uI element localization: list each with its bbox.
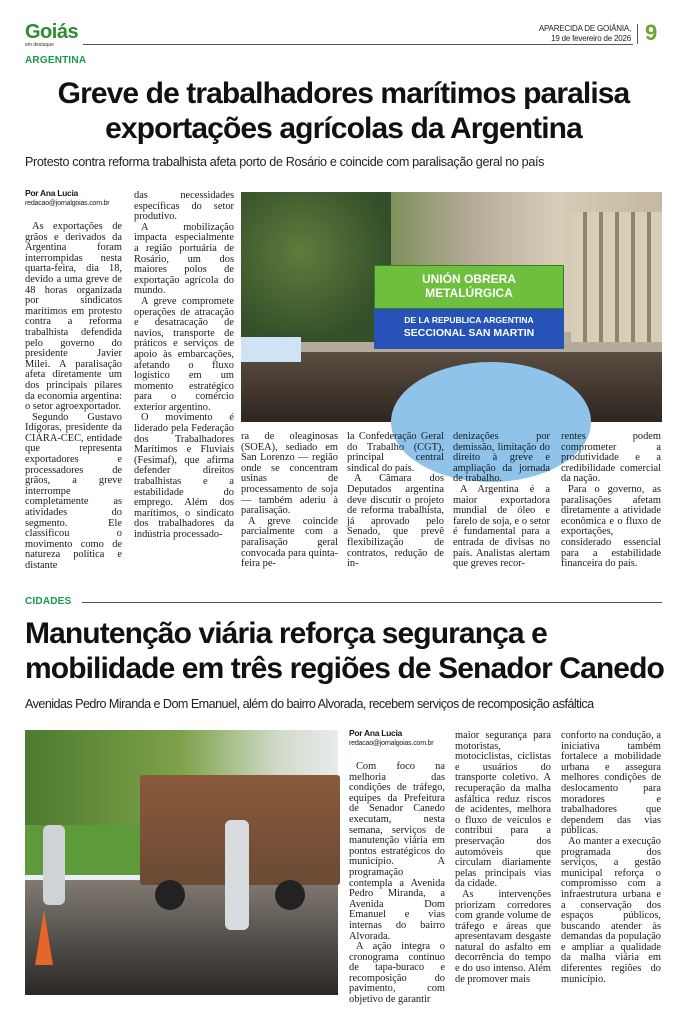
paragraph: O movimento é liderado pela Federação dos Trabalhadores Marítimos e Fluviais (Fesimaf), que afirma defender direitos trabalhistas e a estabilidade do emprego. Além dos marítimos, o sindicato dos trabalhadores da indústria processado- [134, 412, 234, 540]
newspaper-logo [25, 22, 79, 48]
section-label-argentina: ARGENTINA [25, 55, 87, 66]
union-banner-top [374, 265, 564, 309]
byline: Por Ana Lucia [25, 188, 78, 198]
photo-worker [43, 825, 65, 905]
photo-building [571, 212, 662, 342]
article2-column-2 [455, 731, 551, 996]
article2-headline [25, 616, 664, 686]
logo-text: Goiás [25, 21, 79, 43]
article1-column-1 [25, 188, 122, 588]
logo-tagline: em destaque [25, 42, 54, 48]
edition-info [539, 24, 631, 44]
paragraph: As exportações de grãos e derivados da Argentina foram interrompidas nesta quarta-feira, dia 18, devido a uma greve de 48 horas organizada por sindicatos marítimos em protesto contra a reforma trabalhista defendida pelo governo do presidente Javier Milei. A paralisação afeta diretamente um dos principais pilares da economia argentina: o setor agroexportador. [25, 221, 122, 413]
headline-line: Greve de trabalhadores marítimos paralisa [57, 77, 630, 110]
photo-truck-wheel [275, 880, 305, 910]
paragraph: denizações por demissão, limitação do direito à greve e ampliação da jornada de trabalho. [453, 431, 550, 485]
protest-photo [241, 192, 662, 422]
article1-column-5 [453, 432, 550, 588]
banner-text: UNIÓN OBRERA [421, 272, 516, 286]
paragraph: A Argentina é a maior exportadora mundial de óleo e farelo de soja, e o setor é fundamental para a entrada de divisas no país. Analistas alertam que greves recor- [453, 483, 550, 570]
union-banner-bottom [374, 309, 564, 349]
paragraph: Com foco na melhoria das condições de tráfego, equipes da Prefeitura de Senador Canedo executam, nesta semana, serviços de manutenção viária em pontos estratégicos do município. A programação contempla a Avenida Pedro Miranda, a Avenida Dom Emanuel e vias internas do bairro Alvorada. [349, 761, 445, 942]
header-rule [83, 44, 633, 45]
byline: Por Ana Lucia [349, 728, 402, 738]
article2-subtitle: Avenidas Pedro Miranda e Dom Emanuel, além do bairro Alvorada, recebem serviços de recomposição asfáltica [25, 697, 594, 711]
paragraph: ra de oleaginosas (SOEA), sediado em San Lorenzo — região onde se concentram usinas de processamento de soja — também aderiu à paralisação. [241, 431, 338, 517]
paragraph: conforto na condução, a iniciativa também fortalece a mobilidade urbana e assegura melhores condições de deslocamento para moradores e trabalhadores que dependem das vias públicas. [561, 730, 661, 837]
paragraph: A Câmara dos Deputados argentina deve discutir o projeto de reforma trabalhista, já aprovado pelo Senado, que prevê flexibilização de contratos, redução de in- [347, 473, 444, 570]
paragraph: A greve compromete operações de atracação e desatracação de navios, transporte de práticos e serviços de apoio às embarcações, afetando o fluxo logístico em um momento estratégico para o comércio exterior argentino. [134, 295, 234, 413]
banner-text: METALÚRGICA [425, 286, 513, 300]
headline-line: exportações agrícolas da Argentina [105, 112, 582, 145]
edition-city: APARECIDA DE GOIÂNIA, [538, 24, 631, 33]
article1-headline [0, 76, 687, 146]
article2-column-1 [349, 728, 445, 1006]
paragraph: Segundo Gustavo Idígoras, presidente da CIARA-CEC, entidade que representa exportadores e processadores de grãos, a greve interrompe completamente as atividades do segmento. Ele classificou o movimento como de natureza política e distante [25, 411, 122, 571]
article1-column-6 [561, 432, 661, 588]
photo-trees [241, 192, 391, 342]
section-label-cidades: CIDADES [25, 596, 72, 607]
author-email[interactable]: redacao@jornalgoias.com.br [25, 200, 110, 207]
header-divider [637, 24, 638, 44]
photo-flags [241, 337, 301, 362]
paragraph: rentes podem comprometer a produtividade e a credibilidade comercial da nação. [561, 431, 661, 485]
paragraph: A mobilização impacta especialmente a região portuária de Rosário, um dos maiores polos de exportação agrícola do mundo. [134, 221, 234, 297]
article2-column-3 [561, 731, 661, 996]
paragraph: A ação integra o cronograma contínuo de tapa-buraco e recomposição do pavimento, com objetivo de garantir [349, 941, 445, 1006]
photo-worker [225, 820, 249, 930]
article1-column-4 [347, 432, 444, 588]
paragraph: la Confederação Geral do Trabalho (CGT), principal central sindical do país. [347, 431, 444, 474]
edition-date: 19 de fevereiro de 2026 [551, 34, 631, 43]
roadwork-photo [25, 730, 338, 995]
headline-line: Manutenção viária reforça segurança e [25, 617, 547, 650]
article1-column-2 [134, 191, 234, 588]
paragraph: As intervenções priorizam corredores com grande volume de tráfego e áreas que apresentavam desgaste natural do asfalto em decorrência do tempo e do uso intenso. Além de promover mais [455, 888, 551, 985]
photo-traffic-cone [35, 910, 53, 965]
banner-text: SECCIONAL SAN MARTIN [403, 327, 535, 339]
paragraph: Para o governo, as paralisações afetam diretamente a atividade econômica e o fluxo de exportações, considerado essencial para a estabilidade financeira do país. [561, 483, 661, 570]
paragraph: Ao manter a execução programada dos serviços, a gestão municipal reforça o compromisso com a infraestrutura urbana e a conservação dos espaços públicos, buscando atender às demandas da população e ampliar a qualidade da malha viária em diferentes regiões do município. [561, 835, 661, 985]
article1-subtitle: Protesto contra reforma trabalhista afeta porto de Rosário e coincide com paralisação geral no país [25, 155, 545, 169]
author-email[interactable]: redacao@jornalgoias.com.br [349, 740, 434, 747]
section-rule [82, 602, 662, 603]
photo-truck-wheel [155, 880, 185, 910]
article1-column-3 [241, 432, 338, 588]
headline-line: mobilidade em três regiões de Senador Canedo [25, 652, 664, 685]
banner-text: DE LA REPUBLICA ARGENTINA [404, 315, 534, 325]
paragraph: das necessidades específicas do setor produtivo. [134, 190, 234, 223]
paragraph: A greve coincide parcialmente com a paralisação geral convocada para quinta-feira pe- [241, 515, 338, 570]
paragraph: maior segurança para motoristas, motociclistas, ciclistas e usuários do transporte coletivo. A recuperação da malha asfáltica reduz riscos de acidentes, melhora o fluxo de veículos e contribui para a preservação dos automóveis que circulam diariamente pelas principais vias da cidade. [455, 730, 551, 890]
page-number: 9 [645, 20, 658, 45]
